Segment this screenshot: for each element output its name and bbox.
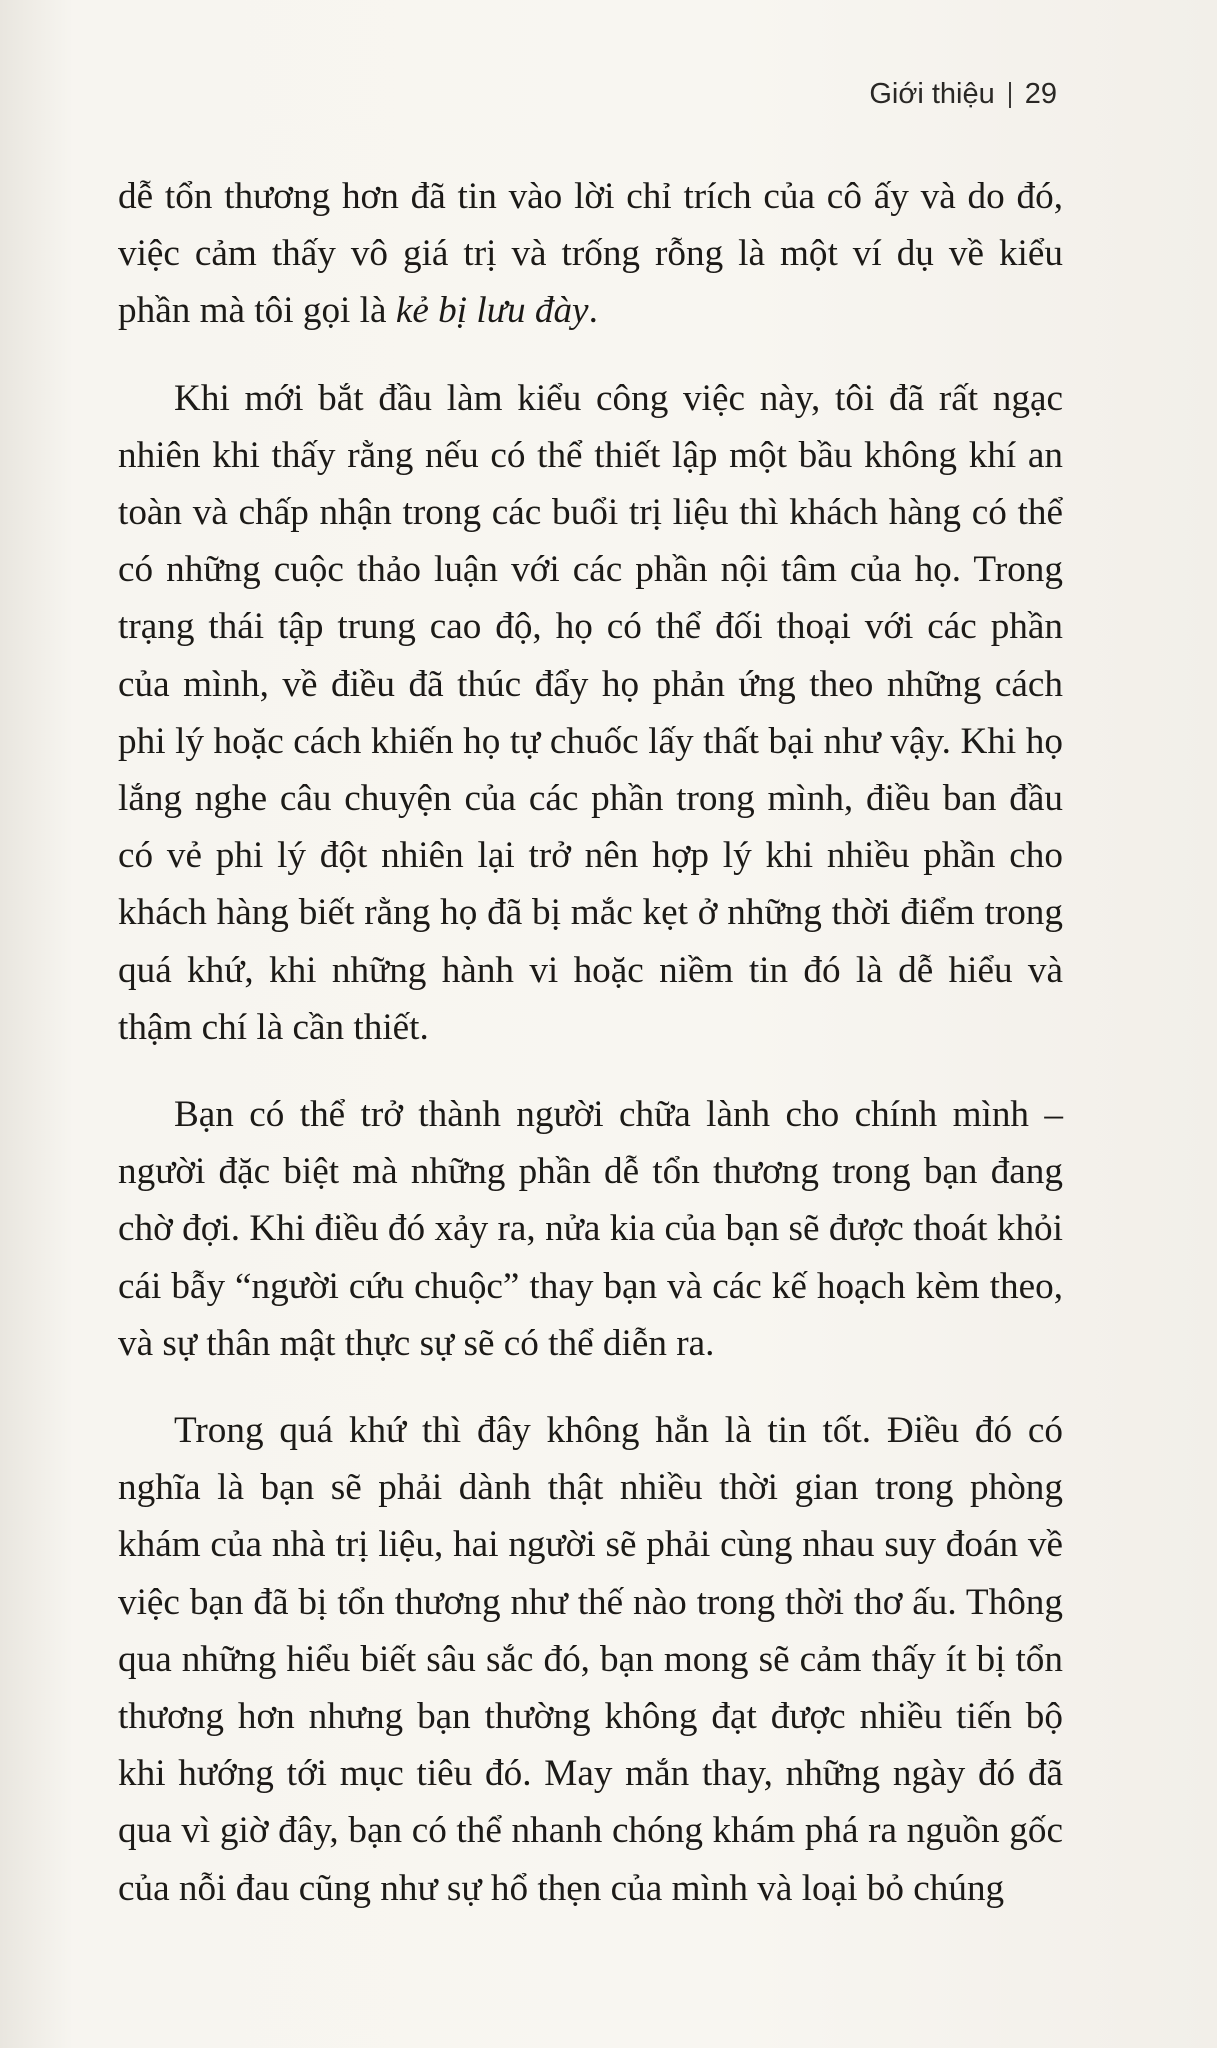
- paragraph-1: [118, 168, 1063, 340]
- body-text: [118, 168, 1063, 1917]
- section-title: Giới thiệu: [869, 78, 995, 110]
- paragraph-1-text: dễ tổn thương hơn đã tin vào lời chỉ trích của cô ấy và do đó, việc cảm thấy vô giá trị và trống rỗng là một ví dụ về kiểu phần mà tôi gọi là: [118, 176, 1063, 332]
- paragraph-3: Bạn có thể trở thành người chữa lành cho chính mình – người đặc biệt mà những phần dễ tổn thương trong bạn đang chờ đợi. Khi điều đó xảy ra, nửa kia của bạn sẽ được thoát khỏi cái bẫy “người cứu chuộc” thay bạn và các kế hoạch kèm theo, và sự thân mật thực sự sẽ có thể diễn ra.: [118, 1094, 1063, 1364]
- paragraph-4: Trong quá khứ thì đây không hẳn là tin tốt. Điều đó có nghĩa là bạn sẽ phải dành thật nhiều thời gian trong phòng khám của nhà trị liệu, hai người sẽ phải cùng nhau suy đoán về việc bạn đã bị tổn thương như thế nào trong thời thơ ấu. Thông qua những hiểu biết sâu sắc đó, bạn mong sẽ cảm thấy ít bị tổn thương hơn nhưng bạn thường không đạt được nhiều tiến bộ khi hướng tới mục tiêu đó. May mắn thay, những ngày đó đã qua vì giờ đây, bạn có thể nhanh chóng khám phá ra nguồn gốc của nỗi đau cũng như sự hổ thẹn của mình và loại bỏ chúng: [118, 1410, 1063, 1909]
- page-number: 29: [1024, 78, 1057, 110]
- paragraph-2: Khi mới bắt đầu làm kiểu công việc này, tôi đã rất ngạc nhiên khi thấy rằng nếu có thể thiết lập một bầu không khí an toàn và chấp nhận trong các buổi trị liệu thì khách hàng có thể có những cuộc thảo luận với các phần nội tâm của họ. Trong trạng thái tập trung cao độ, họ có thể đối thoại với các phần của mình, về điều đã thúc đẩy họ phản ứng theo những cách phi lý hoặc cách khiến họ tự chuốc lấy thất bại như vậy. Khi họ lắng nghe câu chuyện của các phần trong mình, điều ban đầu có vẻ phi lý đột nhiên lại trở nên hợp lý khi nhiều phần cho khách hàng biết rằng họ đã bị mắc kẹt ở những thời điểm trong quá khứ, khi những hành vi hoặc niềm tin đó là dễ hiểu và thậm chí là cần thiết.: [118, 377, 1063, 1048]
- header-divider: [1009, 82, 1011, 108]
- running-header: [869, 78, 1057, 111]
- italic-term: kẻ bị lưu đày: [395, 290, 589, 332]
- paragraph-1-end: .: [588, 290, 598, 332]
